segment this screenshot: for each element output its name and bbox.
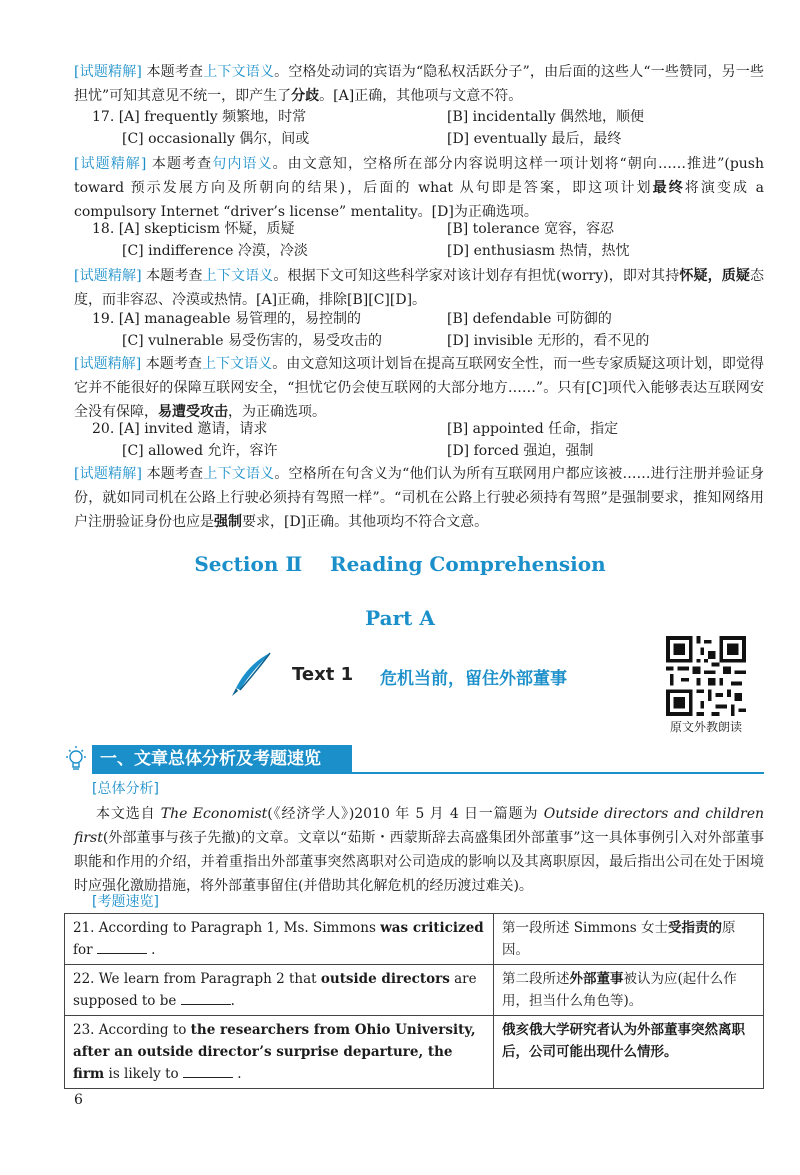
quill-pen-icon xyxy=(226,650,274,698)
overall-analysis-text: 本文选自 The Economist(《经济学人》)2010 年 5 月 4 日一篇题为 Outside directors and children first(外部董事与孩子先撤)的文章。文章以“茹斯・西蒙斯辞去高盛集团外部董事”这一具体事例引入对外部董事职能和作用的介绍，并着重指出外部董事突然离职对公司造成的影响以及其离职原因，最后指出公司在处于困境时应强化激励措施，将外部董事留住(并借助其化解危机的经历渡过难关)。 xyxy=(74,806,765,894)
bold-answer: 强制 xyxy=(214,514,242,530)
question-cell: 23. According to the researchers from Ohio University, after an outside director’s surprise departure, the firm is likely to . xyxy=(65,1016,494,1089)
keyword: 上下文语义 xyxy=(201,356,273,372)
questions-preview-label: [考题速览] xyxy=(92,894,159,910)
bold-answer: 怀疑，质疑 xyxy=(679,268,751,284)
answer-hint-cell: 俄亥俄大学研究者认为外部董事突然离职后，公司可能出现什么情形。 xyxy=(494,1016,764,1089)
q18-option-a: 18. [A] skepticism 怀疑，质疑 xyxy=(92,221,295,237)
table-row xyxy=(65,1016,764,1089)
answer-hint-cell: 第二段所述外部董事被认为应(起什么作用，担当什么角色等)。 xyxy=(494,965,764,1016)
answer-hint-cell: 第一段所述 Simmons 女士受指责的原因。 xyxy=(494,914,764,965)
q17-option-a: 17. [A] frequently 频繁地，时常 xyxy=(92,109,307,125)
q17-option-b: [B] incidentally 偶然地，顺便 xyxy=(447,109,645,125)
q17-option-d: [D] eventually 最后，最终 xyxy=(447,131,622,147)
q19-option-a: 19. [A] manageable 易管理的，易控制的 xyxy=(92,311,361,327)
explanation-tag: [试题精解] xyxy=(74,156,147,172)
overall-analysis-label: [总体分析] xyxy=(92,781,159,797)
answer-blank xyxy=(183,1063,233,1078)
lightbulb-icon xyxy=(62,744,90,774)
q18-option-c: [C] indifference 冷漠，冷淡 xyxy=(122,243,308,259)
explanation-text: 本题考查 xyxy=(146,64,204,80)
keyword: 上下文语义 xyxy=(202,268,274,284)
keyword: 上下文语义 xyxy=(203,64,275,80)
keyword: 上下文语义 xyxy=(203,466,275,482)
section-banner: 一、文章总体分析及考题速览 xyxy=(92,745,352,773)
bold-answer: 最终 xyxy=(652,180,685,196)
answer-blank xyxy=(97,939,147,954)
text-title: Text 1 xyxy=(292,664,354,685)
q18-explanation: [试题精解] 本题考查上下文语义。根据下文可知这些科学家对该计划存有担忧(worry)，即对其持怀疑，质疑态度，而非容忍、冷漠或热情。[A]正确，排除[B][C][D]。 xyxy=(74,268,765,308)
q20-explanation: [试题精解] 本题考查上下文语义。空格所在句含义为“他们认为所有互联网用户都应该被……进行注册并验证身份，就如同司机在公路上行驶必须持有驾照一样”。“司机在公路上行驶必须持有驾照”是强制要求，推知网络用户注册验证身份也应是强制要求，[D]正确。其他项均不符合文意。 xyxy=(74,466,765,530)
table-row xyxy=(65,965,764,1016)
section-title: Section Ⅱ Reading Comprehension xyxy=(194,552,606,576)
explanation-tag: [试题精解] xyxy=(74,356,142,372)
text-subtitle: 危机当前，留住外部董事 xyxy=(380,669,567,689)
q19-explanation: [试题精解] 本题考查上下文语义。由文意知这项计划旨在提高互联网安全性，而一些专家质疑这项计划，即觉得它并不能很好的保障互联网安全，“担忧它仍会使互联网的大部分地方……”。只有[C]项代入能够表达互联网安全没有保障，易遭受攻击，为正确选项。 xyxy=(74,356,765,420)
qr-code[interactable] xyxy=(666,636,746,716)
q20-option-a: 20. [A] invited 邀请，请求 xyxy=(92,421,268,437)
q17-explanation: [试题精解] 本题考查句内语义。由文意知，空格所在部分内容说明这样一项计划将“朝向……推进”(push toward 预示发展方向及所朝向的结果)，后面的 what 从句即是答案，即这项计划最终将演变成 a compulsory Internet “driver’s license” mentality。[D]为正确选项。 xyxy=(74,156,765,220)
banner-divider xyxy=(92,772,764,774)
bold-answer: 分歧 xyxy=(291,88,320,104)
question-cell: 22. We learn from Paragraph 2 that outside directors are supposed to be . xyxy=(65,965,494,1016)
questions-preview-table xyxy=(64,913,764,1089)
keyword: 句内语义 xyxy=(212,156,273,172)
bold-answer: 易遭受攻击 xyxy=(158,404,228,420)
q19-option-c: [C] vulnerable 易受伤害的，易受攻击的 xyxy=(122,333,383,349)
answer-blank xyxy=(181,990,231,1005)
page-number: 6 xyxy=(74,1092,83,1108)
explanation-tag: [试题精解] xyxy=(74,64,142,80)
explanation-text: 。[A]正确，其他项与文意不符。 xyxy=(319,88,523,104)
part-title: Part A xyxy=(365,606,435,630)
q16-explanation xyxy=(74,60,764,108)
explanation-tag: [试题精解] xyxy=(74,268,142,284)
q19-option-d: [D] invisible 无形的，看不见的 xyxy=(447,333,650,349)
q20-option-b: [B] appointed 任命，指定 xyxy=(447,421,619,437)
explanation-text: 。空格处动词的宾语为“隐私权活跃分子”，由后面的这些人“一些赞同，另一些担忧”可知其意见不统一，即产生了 xyxy=(74,64,764,104)
question-cell: 21. According to Paragraph 1, Ms. Simmons was criticized for . xyxy=(65,914,494,965)
q20-option-d: [D] forced 强迫，强制 xyxy=(447,443,594,459)
q18-option-d: [D] enthusiasm 热情，热忱 xyxy=(447,243,630,259)
explanation-tag: [试题精解] xyxy=(74,466,142,482)
qr-caption: 原文外教朗读 xyxy=(669,720,742,734)
q20-option-c: [C] allowed 允许，容许 xyxy=(122,443,278,459)
q17-option-c: [C] occasionally 偶尔，间或 xyxy=(122,131,310,147)
q19-option-b: [B] defendable 可防御的 xyxy=(447,311,612,327)
q18-option-b: [B] tolerance 宽容，容忍 xyxy=(447,221,615,237)
source-title: The Economist xyxy=(160,806,268,822)
article-title: Outside directors and children first xyxy=(74,806,765,846)
table-row xyxy=(65,914,764,965)
